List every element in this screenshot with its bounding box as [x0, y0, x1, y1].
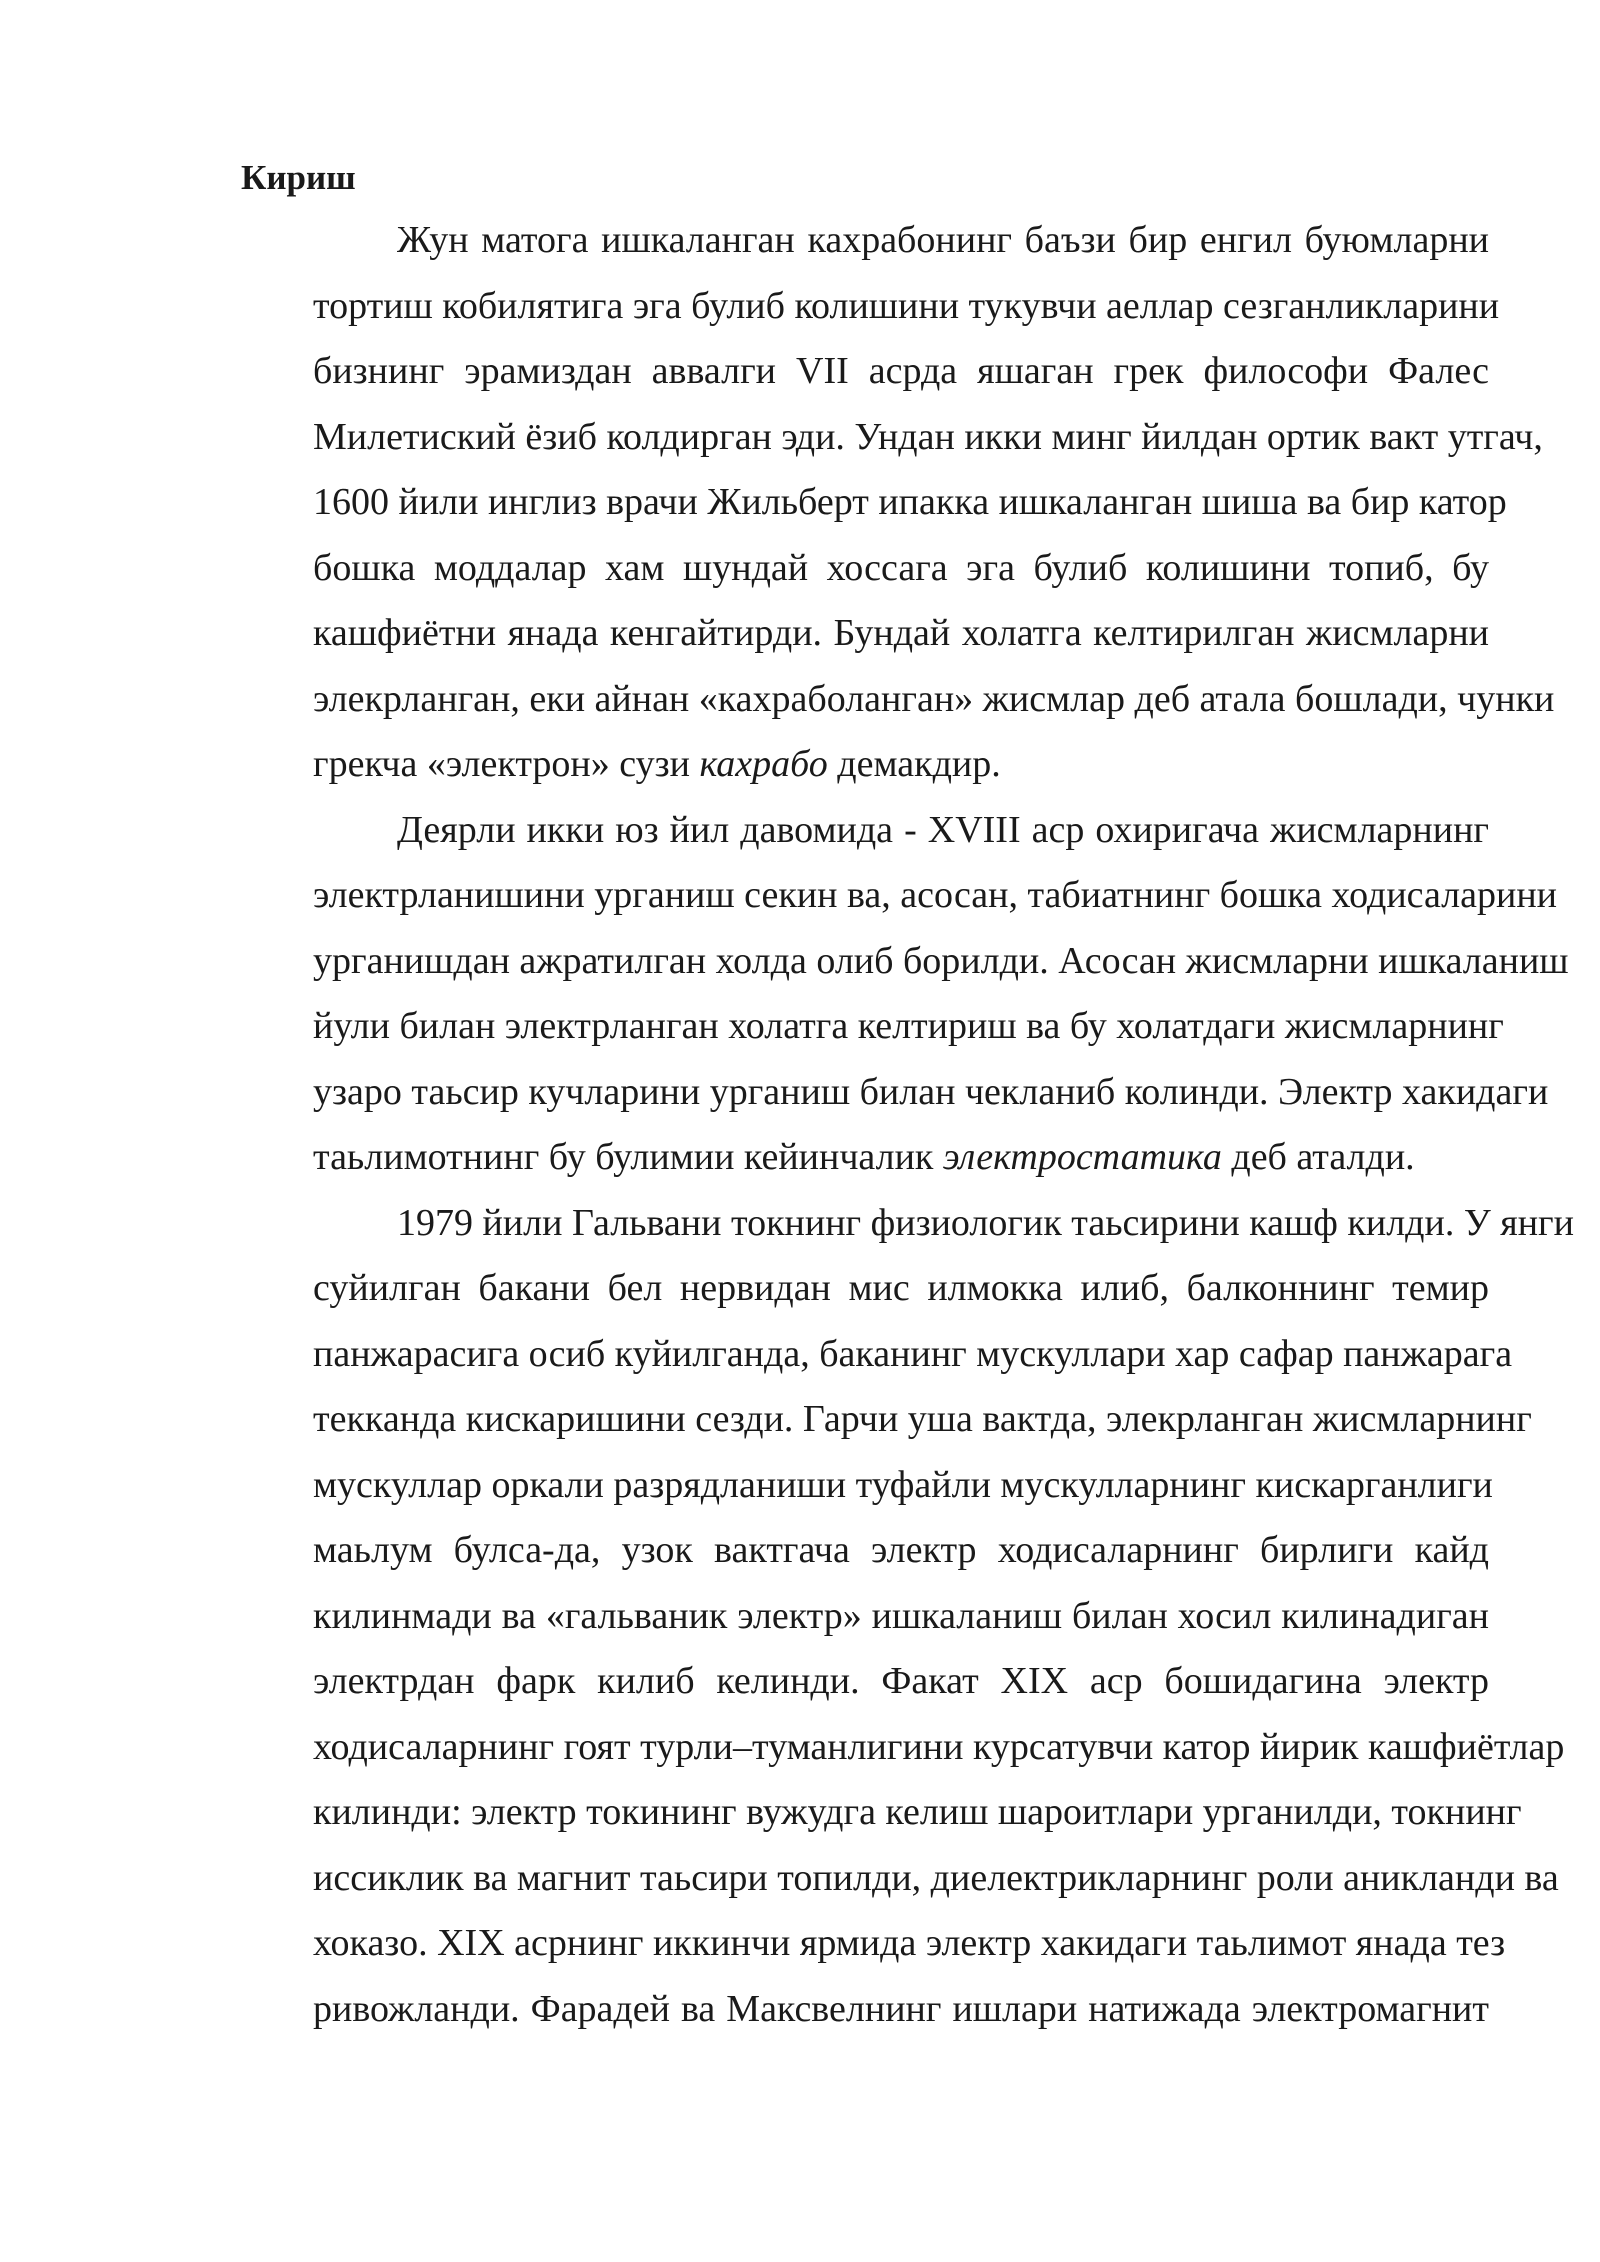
text-run: грекча «электрон» сузи: [313, 743, 700, 785]
paragraph-line: хоказо. XIX асрнинг иккинчи ярмида электр хакидаги таьлимот янада тез: [313, 1922, 1506, 1964]
paragraph-line: 1600 йили инглиз врачи Жильберт ипакка ишкаланган шиша ва бир катор: [313, 481, 1507, 523]
paragraph-line: тортиш кобилятига эга булиб колишини тукувчи аеллар сезганликларини: [313, 284, 1500, 327]
paragraph-line: электрдан фарк килиб келинди. Факат XIX аср бошидагина электр: [313, 1660, 1489, 1702]
paragraph-line: килинмади ва «гальваник электр» ишкаланиш билан хосил килинадиган: [313, 1594, 1489, 1637]
paragraph-line: маьлум булса-да, узок вактгача электр ходисаларнинг бирлиги кайд: [313, 1529, 1489, 1571]
paragraph-line: кашфиётни янада кенгайтирди. Бундай холатга келтирилган жисмларни: [313, 612, 1489, 654]
paragraph-line: бизнинг эрамиздан аввалги VII асрда яшаган грек философи Фалес: [313, 350, 1489, 392]
paragraph-line: йули билан электрланган холатга келтириш ва бу холатдаги жисмларнинг: [313, 1005, 1504, 1047]
paragraph-line: бошка моддалар хам шундай хоссага эга булиб колишини топиб, бу: [313, 546, 1489, 589]
paragraph-line: элекрланган, еки айнан «кахраболанган» жисмлар деб атала бошлади, чунки: [313, 677, 1555, 720]
paragraph-line: текканда кискаришини сезди. Гарчи уша вактда, элекрланган жисмларнинг: [313, 1398, 1532, 1440]
paragraph-line: килинди: электр токининг вужудга келиш шароитлари урганилди, токнинг: [313, 1791, 1522, 1833]
paragraph-2: [229, 798, 1569, 1191]
italic-term: электростатика: [942, 1136, 1222, 1178]
paragraph-line: ривожланди. Фарадей ва Максвелнинг ишлари натижада электромагнит: [313, 1987, 1489, 2030]
text-run: деб аталди.: [1221, 1136, 1415, 1178]
document-body: [229, 148, 1574, 2042]
paragraph-1: [229, 208, 1555, 798]
paragraph-3: [229, 1191, 1574, 2043]
text-run: демакдир.: [827, 743, 1001, 785]
paragraph-line: Жун матога ишкаланган кахрабонинг баъзи бир енгил буюмларни: [397, 219, 1489, 261]
paragraph-line: 1979 йили Гальвани токнинг физиологик таьсирини кашф килди. У янги: [397, 1201, 1574, 1244]
italic-term: кахрабо: [699, 743, 828, 785]
paragraph-last-line: [229, 732, 1489, 798]
text-run: таьлимотнинг бу булимии кейинчалик: [313, 1136, 943, 1178]
paragraph-line: иссиклик ва магнит таьсири топилди, диелектрикларнинг роли аникланди ва: [313, 1856, 1559, 1899]
paragraph-line: суйилган бакани бел нервидан мис илмокка илиб, балконнинг темир: [313, 1267, 1489, 1309]
paragraph-line: ходисаларнинг гоят турли–туманлигини курсатувчи катор йирик кашфиётлар: [313, 1725, 1565, 1768]
paragraph-line: урганишдан ажратилган холда олиб борилди. Асосан жисмларни ишкаланиш: [313, 939, 1569, 982]
section-heading: Кириш: [241, 158, 356, 197]
paragraph-line: Милетиский ёзиб колдирган эди. Ундан икки минг йилдан ортик вакт утгач,: [313, 415, 1543, 458]
paragraph-line: панжарасига осиб куйилганда, баканинг мускуллари хар сафар панжарага: [313, 1332, 1513, 1375]
paragraph-line: узаро таьсир кучларини урганиш билан чекланиб колинди. Электр хакидаги: [313, 1070, 1549, 1113]
paragraph-last-line: [229, 1125, 1489, 1191]
paragraph-line: Деярли икки юз йил давомида - XVIII аср охиригача жисмларнинг: [397, 808, 1489, 851]
paragraph-line: мускуллар оркали разрядланиши туфайли мускулларнинг кискарганлиги: [313, 1463, 1493, 1506]
paragraph-line: электрланишини урганиш секин ва, асосан, табиатнинг бошка ходисаларини: [313, 874, 1558, 916]
